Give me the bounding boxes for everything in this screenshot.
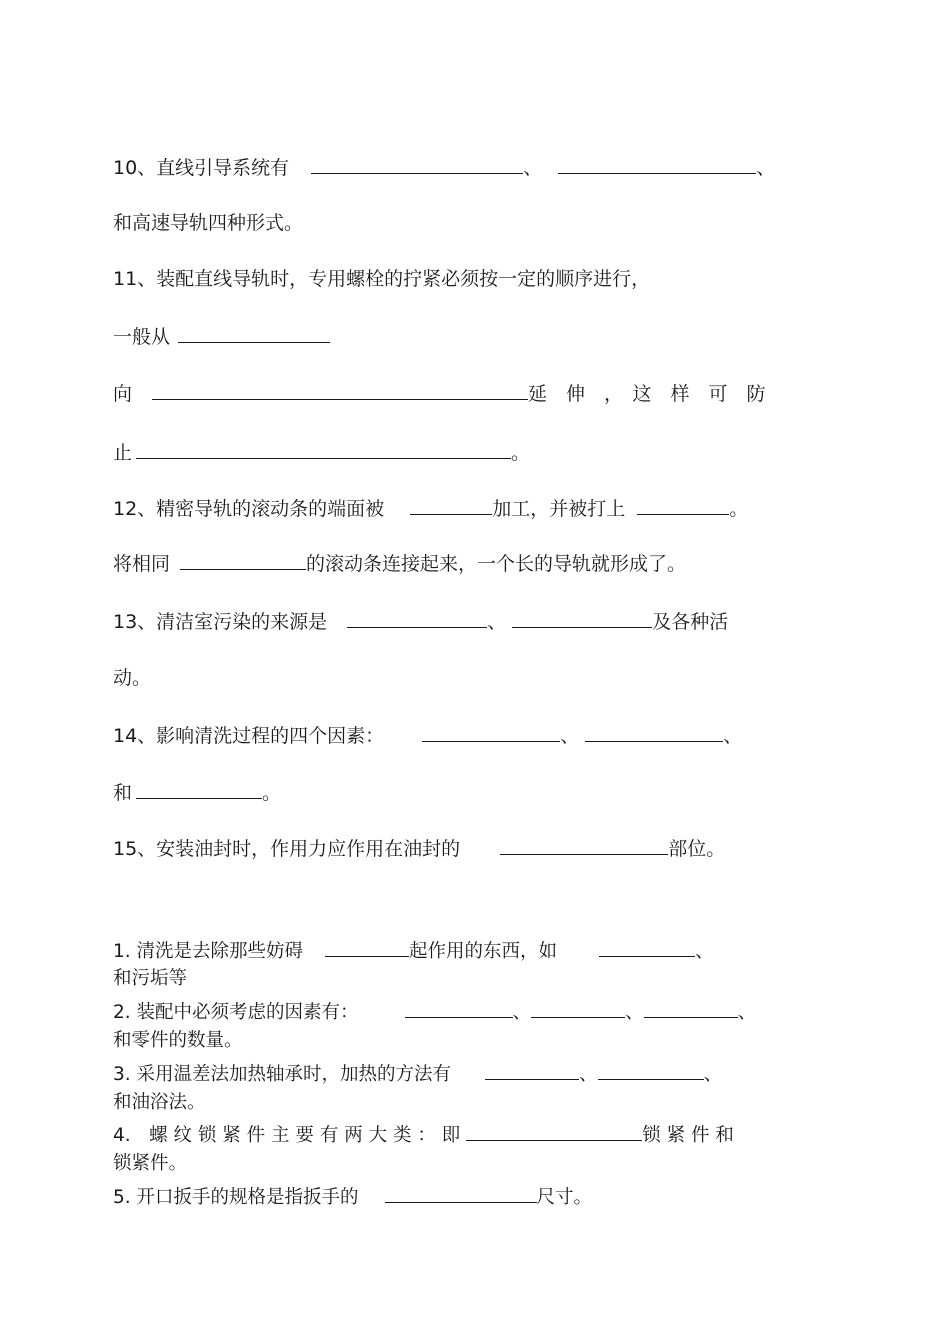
part2-question-3-line-2: 和油浴法。: [113, 1092, 206, 1113]
q11-blank-2[interactable]: [152, 380, 528, 400]
question-12-line-1: 12、精密导轨的滚动条的端面被 加工，并被打上 。: [113, 495, 748, 522]
q11-blank-3[interactable]: [136, 439, 511, 459]
question-14-line-1: 14、影响清洗过程的四个因素： 、 、: [113, 722, 742, 749]
question-15: 15、安装油封时，作用力应作用在油封的 部位。: [113, 835, 725, 862]
part2-question-4-line-1: 4. 螺 纹 锁 紧 件 主 要 有 两 大 类 ： 即 锁 紧 件 和: [113, 1121, 734, 1148]
p3-blank-1[interactable]: [485, 1060, 579, 1080]
question-12-line-2: 将相同 的滚动条连接起来，一个长的导轨就形成了。: [113, 550, 686, 577]
q10-blank-2[interactable]: [558, 154, 756, 174]
q14-blank-2[interactable]: [585, 722, 723, 742]
question-11-line-4: 止 。: [113, 439, 530, 466]
part2-question-1-line-2: 和污垢等: [113, 968, 188, 989]
question-13-line-2: 动。: [113, 667, 152, 689]
p2-blank-2[interactable]: [531, 998, 625, 1018]
part2-question-5: 5. 开口扳手的规格是指扳手的 尺寸。: [113, 1183, 592, 1210]
part2-question-3-line-1: 3. 采用温差法加热轴承时，加热的方法有 、 、: [113, 1060, 722, 1087]
part2-question-2-line-2: 和零件的数量。: [113, 1030, 243, 1051]
question-13-line-1: 13、清洁室污染的来源是 、 及各种活: [113, 608, 728, 635]
q12-blank-1[interactable]: [410, 495, 492, 515]
q11-blank-1[interactable]: [178, 323, 330, 343]
p2-blank-3[interactable]: [644, 998, 738, 1018]
question-14-line-2: 和 。: [113, 779, 281, 806]
q14-blank-1[interactable]: [422, 722, 560, 742]
q12-blank-3[interactable]: [180, 550, 306, 570]
question-11-line-1: 11、装配直线导轨时，专用螺栓的拧紧必须按一定的顺序进行，: [113, 268, 651, 290]
part2-question-1-line-1: 1. 清洗是去除那些妨碍 起作用的东西，如 、: [113, 937, 714, 964]
question-11-line-2: 一般从: [113, 323, 330, 350]
part2-question-2-line-1: 2. 装配中必须考虑的因素有： 、 、 、: [113, 998, 756, 1025]
p1-blank-1[interactable]: [325, 937, 409, 957]
q14-blank-3[interactable]: [136, 779, 262, 799]
q13-blank-1[interactable]: [347, 608, 487, 628]
q13-blank-2[interactable]: [512, 608, 652, 628]
p4-blank-1[interactable]: [466, 1121, 642, 1141]
q10-text: 10、直线引导系统有: [113, 157, 290, 179]
p1-blank-2[interactable]: [599, 937, 695, 957]
p3-blank-2[interactable]: [598, 1060, 704, 1080]
p5-blank[interactable]: [385, 1183, 537, 1203]
q12-blank-2[interactable]: [637, 495, 729, 515]
q10-blank-1[interactable]: [311, 154, 523, 174]
q15-blank[interactable]: [500, 835, 668, 855]
question-10-line-1: 10、直线引导系统有 、 、: [113, 154, 775, 181]
question-11-line-3: 向 延 伸 ， 这 样 可 防: [113, 380, 766, 407]
question-10-line-2: 和高速导轨四种形式。: [113, 212, 304, 234]
p2-blank-1[interactable]: [405, 998, 513, 1018]
part2-question-4-line-2: 锁紧件。: [113, 1153, 188, 1174]
